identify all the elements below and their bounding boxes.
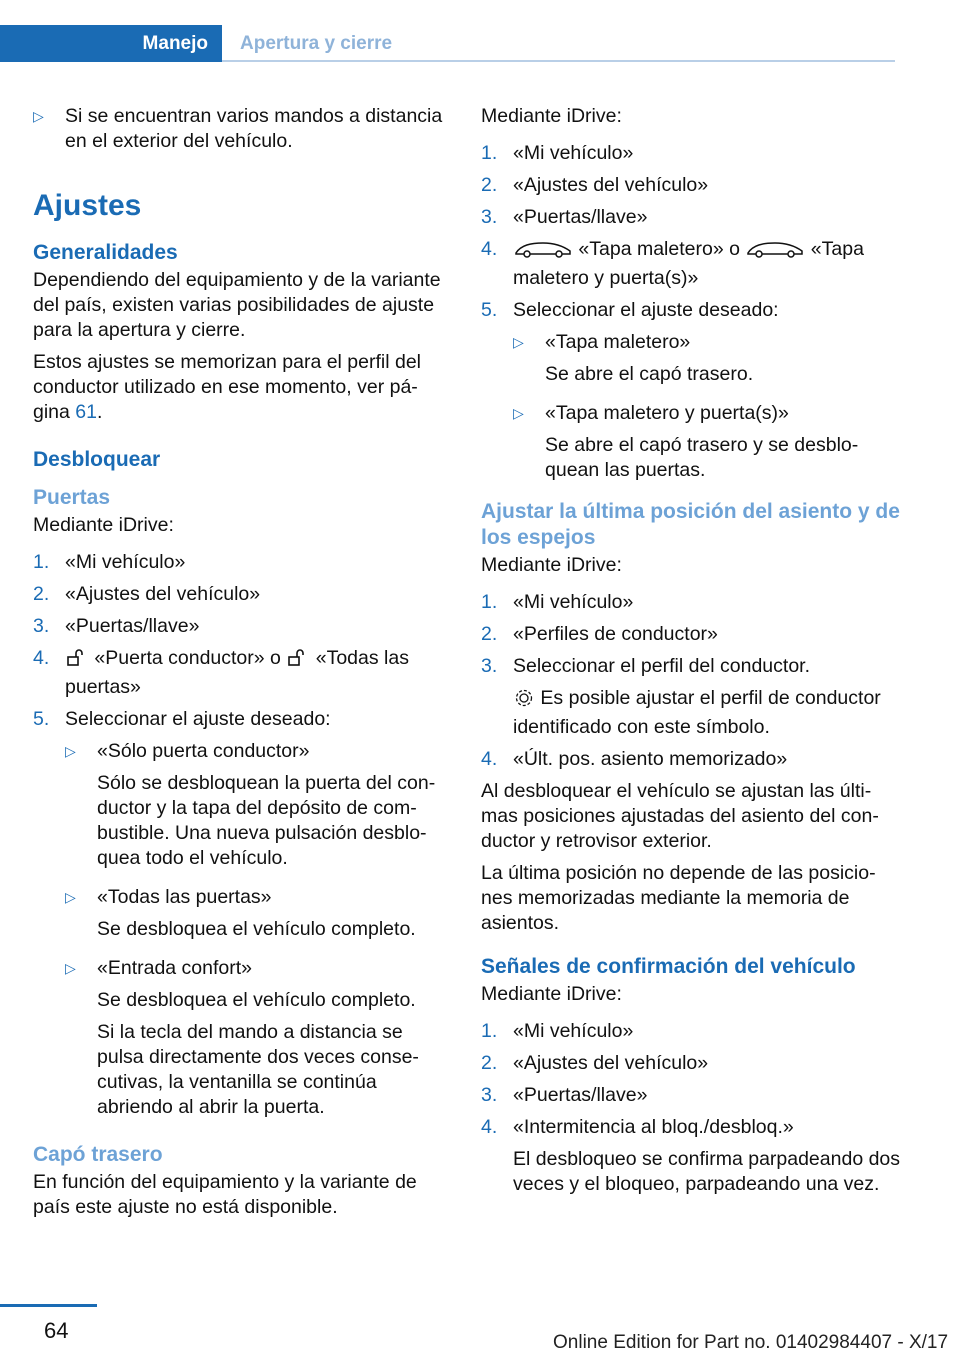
page-link[interactable]: 61 bbox=[75, 401, 97, 423]
heading-generalidades: Generalidades bbox=[33, 241, 178, 264]
list-item: ▷ «Tapa maletero» Se abre el capó trasero. bbox=[513, 331, 754, 385]
page-number: 64 bbox=[44, 1318, 69, 1343]
list-item: 5. Seleccionar el ajuste deseado: ▷ «Tapa maletero» Se abre el capó trasero. ▷ «Tapa maletero y puerta(s)» Se abre el capó trasero y se desblo‐quean las puertas. bbox=[481, 298, 901, 483]
list-item bbox=[33, 104, 453, 154]
list-item: 1. «Mi vehículo» bbox=[481, 591, 634, 613]
list-item: 1. «Mi vehículo» bbox=[33, 551, 186, 573]
list-item: 2. «Ajustes del vehículo» bbox=[481, 1052, 709, 1074]
bullet-text: Si se encuentran varios mandos a distancia en el exterior del vehículo. bbox=[65, 105, 443, 152]
list-item: 3. «Puertas/llave» bbox=[481, 206, 648, 228]
tab-apertura-y-cierre[interactable]: Apertura y cierre bbox=[240, 33, 393, 54]
paragraph: Mediante iDrive: bbox=[481, 983, 622, 1005]
tab-manejo[interactable]: Manejo bbox=[0, 25, 222, 62]
list-item: 4. «Últ. pos. asiento memorizado» bbox=[481, 748, 788, 770]
paragraph: Mediante iDrive: bbox=[33, 514, 174, 536]
heading-puertas: Puertas bbox=[33, 486, 111, 509]
heading-ajustar-posicion: Ajustar la última posición del asiento y de los espejos bbox=[481, 500, 900, 549]
heading-senales: Señales de confirmación del vehículo bbox=[481, 955, 856, 978]
triangle-bullet-icon: ▷ bbox=[513, 334, 524, 350]
triangle-bullet-icon: ▷ bbox=[65, 960, 76, 976]
right-column bbox=[481, 104, 901, 1204]
triangle-bullet-icon: ▷ bbox=[513, 405, 524, 421]
car-trunk-icon bbox=[513, 239, 573, 266]
list-item: ▷ «Todas las puertas» Se desbloquea el vehículo completo. bbox=[65, 886, 416, 940]
paragraph: Al desbloquear el vehículo se ajustan las últi‐mas posiciones ajustadas del asiento del con‐ductor y retrovisor exterior. bbox=[481, 780, 879, 852]
triangle-bullet-icon: ▷ bbox=[65, 743, 76, 759]
list-item: ▷ «Tapa maletero y puerta(s)» Se abre el capó trasero y se desblo‐quean las puertas. bbox=[513, 402, 859, 481]
list-item: 2. «Ajustes del vehículo» bbox=[481, 174, 709, 196]
triangle-bullet-icon: ▷ bbox=[33, 108, 44, 124]
paragraph: Mediante iDrive: bbox=[481, 554, 622, 576]
edition-text: Online Edition for Part no. 01402984407 - X/17 bbox=[553, 1332, 949, 1353]
all-doors-unlock-icon bbox=[286, 648, 310, 675]
paragraph: Mediante iDrive: bbox=[481, 105, 622, 127]
triangle-bullet-icon: ▷ bbox=[65, 889, 76, 905]
paragraph: La última posición no depende de las posicio‐nes memorizadas mediante la memoria de asientos. bbox=[481, 862, 876, 934]
heading-capo-trasero: Capó trasero bbox=[33, 1143, 163, 1166]
list-item: 1. «Mi vehículo» bbox=[481, 142, 634, 164]
left-column bbox=[33, 104, 453, 1227]
paragraph: En función del equipamiento y la variante de país este ajuste no está disponible. bbox=[33, 1171, 417, 1218]
list-item: 4. «Puerta conductor» o «Todas las puertas» bbox=[33, 647, 409, 698]
list-item: 3. Seleccionar el perfil del conductor. Es posible ajustar el perfil de conductor identificado con este símbolo. bbox=[481, 655, 881, 738]
list-item: 2. «Ajustes del vehículo» bbox=[33, 583, 261, 605]
heading-ajustes: Ajustes bbox=[33, 189, 142, 222]
door-unlock-icon bbox=[65, 648, 89, 675]
list-item: 4. «Intermitencia al bloq./desbloq.» El desbloqueo se confirma parpadeando dos veces y el bloqueo, parpadeando una vez. bbox=[481, 1116, 901, 1195]
header-rule bbox=[222, 60, 895, 62]
list-item: 3. «Puertas/llave» bbox=[33, 615, 200, 637]
paragraph: Estos ajustes se memorizan para el perfil del conductor utilizado en ese momento, ver pá‐gina 61. bbox=[33, 351, 422, 423]
car-trunk-doors-icon bbox=[745, 239, 805, 266]
list-item: 4. «Tapa maletero» o «Tapa maletero y puerta(s)» bbox=[481, 238, 864, 289]
list-item: ▷ «Sólo puerta conductor» Sólo se desbloquean la puerta del con‐ductor y la tapa del depósito de com‐bustible. Una nueva pulsación desblo‐quea todo el vehículo. bbox=[65, 740, 436, 869]
gear-icon bbox=[513, 688, 535, 715]
paragraph: Dependiendo del equipamiento y de la variante del país, existen varias posibilidades de ajuste para la apertura y cierre. bbox=[33, 269, 441, 341]
list-item: 5. Seleccionar el ajuste deseado: ▷ «Sólo puerta conductor» Sólo se desbloquean la puerta del con‐ductor y la tapa del depósito de com‐bustible. Una nueva pulsación desblo‐quea todo el vehículo. ▷ «Todas las puertas» Se desbloquea el vehículo completo. ▷ «Entrada confort» Se desbloquea el vehículo completo. Si la tecla del mando a distancia se pulsa directamente dos veces conse‐cutivas, la ventanilla se continúa abriendo al abrir la puerta. bbox=[33, 707, 453, 1120]
footer-rule bbox=[0, 1304, 97, 1307]
list-item: 1. «Mi vehículo» bbox=[481, 1020, 634, 1042]
heading-desbloquear: Desbloquear bbox=[33, 448, 161, 471]
list-item: 3. «Puertas/llave» bbox=[481, 1084, 648, 1106]
list-item: ▷ «Entrada confort» Se desbloquea el vehículo completo. Si la tecla del mando a distancia se pulsa directamente dos veces conse‐cutivas, la ventanilla se continúa abriendo al abrir la puerta. bbox=[65, 957, 419, 1118]
list-item: 2. «Perfiles de conductor» bbox=[481, 623, 718, 645]
